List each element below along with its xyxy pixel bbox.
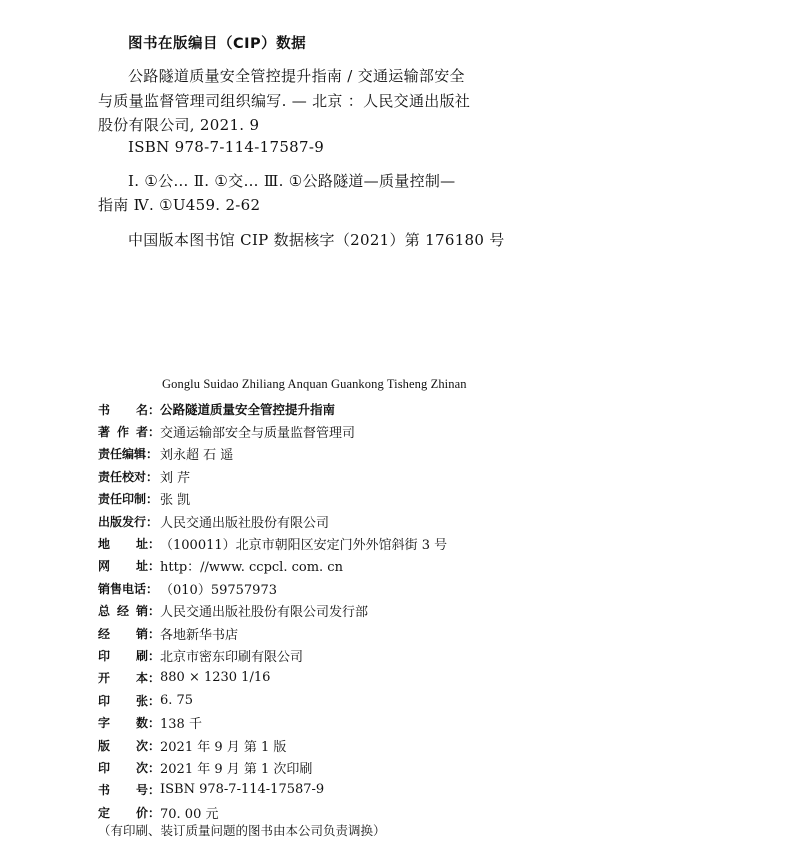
- info-row-book-title: [98, 398, 738, 420]
- info-value: 人民交通出版社股份有限公司发行部: [160, 605, 369, 621]
- quality-exchange-note: （有印刷、装订质量问题的图书由本公司负责调换）: [98, 823, 386, 838]
- info-label: 定 价：: [98, 805, 160, 820]
- info-row-sales-phone: [98, 577, 738, 599]
- info-value: 北京市密东印刷有限公司: [160, 649, 304, 665]
- info-row-distributor: [98, 622, 738, 644]
- info-row-publisher: [98, 510, 738, 532]
- info-label: 印 张：: [98, 693, 160, 708]
- info-row-printing: [98, 756, 738, 778]
- cip-line-publisher: 股份有限公司, 2021. 9: [98, 116, 260, 134]
- info-value: （010）59757973: [160, 582, 277, 598]
- info-row-printer: [98, 644, 738, 666]
- info-row-word-count: [98, 711, 738, 733]
- info-value: 2021 年 9 月 第 1 版: [160, 739, 287, 755]
- info-value: 人民交通出版社股份有限公司: [160, 515, 330, 531]
- cip-line-title: 公路隧道质量安全管控提升指南 / 交通运输部安全: [128, 67, 465, 85]
- cip-line-classification-cont: 指南 Ⅳ. ①U459. 2-62: [98, 196, 261, 214]
- cip-line-isbn: ISBN 978-7-114-17587-9: [128, 138, 325, 156]
- info-label: 印 刷：: [98, 648, 160, 663]
- info-label: 总 经 销：: [98, 604, 160, 619]
- info-row-author: [98, 420, 738, 442]
- info-value: ISBN 978-7-114-17587-9: [160, 782, 325, 798]
- info-row-sheets: [98, 689, 738, 711]
- info-label: 责任校对：: [98, 469, 159, 484]
- info-value: 刘 芹: [160, 470, 191, 486]
- info-label: 责任编辑：: [98, 447, 159, 462]
- info-value: 70. 00 元: [160, 806, 219, 822]
- info-value: 张 凯: [160, 493, 191, 509]
- info-label: 版 次：: [98, 738, 160, 753]
- info-row-address: [98, 532, 738, 554]
- cip-title: 图书在版编目（CIP）数据: [128, 36, 307, 52]
- cip-line-record-number: 中国版本图书馆 CIP 数据核字（2021）第 176180 号: [128, 231, 505, 249]
- info-label: 销售电话：: [98, 581, 159, 596]
- info-row-editor: [98, 443, 738, 465]
- info-label: 印 次：: [98, 760, 160, 775]
- cip-line-author: 与质量监督管理司组织编写. — 北京 ：人民交通出版社: [98, 92, 471, 110]
- publication-info-table: [98, 398, 738, 823]
- info-row-general-distributor: [98, 600, 738, 622]
- info-label: 责任印制：: [98, 492, 159, 507]
- info-value: 公路隧道质量安全管控提升指南: [160, 402, 336, 418]
- info-value: 138 千: [160, 717, 202, 733]
- info-row-proofreader: [98, 465, 738, 487]
- cip-line-classification: Ⅰ. ①公… Ⅱ. ①交… Ⅲ. ①公路隧道—质量控制—: [128, 172, 456, 190]
- info-label: 地 址：: [98, 537, 160, 552]
- info-value: 交通运输部安全与质量监督管理司: [160, 426, 356, 442]
- info-row-isbn: [98, 779, 738, 801]
- info-label: 书 名：: [98, 402, 160, 417]
- pinyin-title: Gonglu Suidao Zhiliang Anquan Guankong Tisheng Zhinan: [162, 377, 467, 391]
- info-label: 书 号：: [98, 783, 160, 798]
- info-row-website: [98, 555, 738, 577]
- info-value: http：//www. ccpcl. com. cn: [160, 560, 343, 576]
- info-value: 6. 75: [160, 692, 194, 708]
- info-label: 字 数：: [98, 716, 160, 731]
- info-row-format: [98, 667, 738, 689]
- info-label: 出版发行：: [98, 514, 159, 529]
- info-value: 2021 年 9 月 第 1 次印刷: [160, 761, 313, 777]
- info-row-edition: [98, 734, 738, 756]
- info-label: 开 本：: [98, 671, 160, 686]
- info-row-print-supervisor: [98, 488, 738, 510]
- info-label: 著 作 者：: [98, 425, 160, 440]
- info-label: 网 址：: [98, 559, 160, 574]
- info-value: （100011）北京市朝阳区安定门外外馆斜街 3 号: [160, 538, 448, 554]
- info-value: 刘永超 石 遥: [160, 448, 234, 464]
- info-value: 880 × 1230 1/16: [160, 670, 271, 686]
- info-value: 各地新华书店: [160, 627, 239, 643]
- info-label: 经 销：: [98, 626, 160, 641]
